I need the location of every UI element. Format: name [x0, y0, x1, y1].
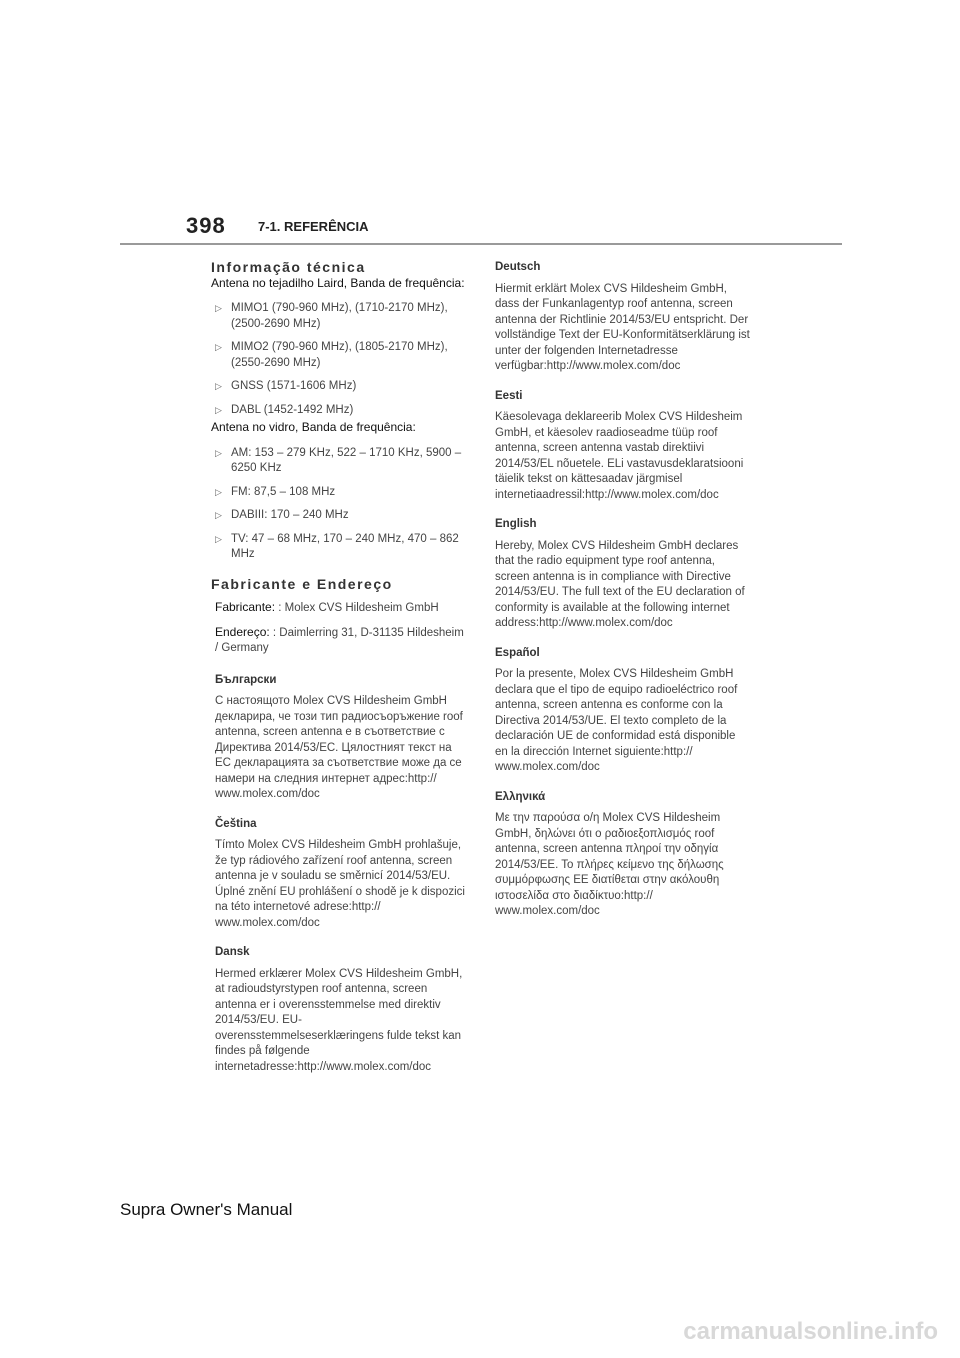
declaration-english: English Hereby, Molex CVS Hildesheim GmbH declares that the radio equipment type roof antenna, screen antenna is in compliance with Directive 2014/53/EU. The full text of the EU declaration of conformity is available at the following internet address:http://www.molex.com/doc — [495, 518, 745, 629]
triangle-bullet-icon: ▷ — [215, 510, 222, 520]
declaration-estonian: Eesti Käesolevaga deklareerib Molex CVS Hildesheim GmbH, et käesolev raadioseadme tüüp roof antenna, screen antenna vastab direktiivi 2014/53/EL nõuetele. ELi vastavusdeklaratsiooni täielik tekst on kättesaadav järgmisel internetiaadressil:http://www.molex.com/doc — [495, 389, 744, 501]
triangle-bullet-icon: ▷ — [215, 381, 222, 391]
triangle-bullet-icon: ▷ — [215, 342, 222, 352]
manufacturer-label: Fabricante: — [215, 600, 276, 614]
technical-info-heading: Informação técnica — [211, 259, 366, 275]
right-column — [495, 260, 750, 934]
roof-antenna-label: Antena no tejadilho Laird, Banda de frequência: — [211, 275, 465, 290]
list-item: ▷ DABIII: 170 – 240 MHz — [211, 508, 469, 524]
address-row — [211, 625, 469, 657]
declaration-german: Deutsch Hiermit erklärt Molex CVS Hildesheim GmbH, dass der Funkanlagentyp roof antenna, screen antenna der Richtlinie 2014/53/EU entspricht. Der vollständige Text der EU-Konformitätserklärung ist unter der folgenden Internetadresse verfügbar:http://www.molex.com/doc — [495, 261, 750, 372]
header-rule — [120, 243, 842, 245]
page-number: 398 — [186, 213, 226, 238]
left-column — [211, 260, 469, 1089]
list-item: ▷ MIMO2 (790-960 MHz), (1805-2170 MHz), (2550-2690 MHz) — [215, 341, 448, 369]
list-item: ▷ TV: 47 – 68 MHz, 170 – 240 MHz, 470 – 862 MHz — [215, 532, 459, 560]
glass-antenna-label: Antena no vidro, Banda de frequência: — [211, 420, 416, 434]
list-item: ▷ FM: 87,5 – 108 MHz — [211, 485, 469, 501]
triangle-bullet-icon: ▷ — [215, 533, 222, 544]
chapter-title: 7-1. REFERÊNCIA — [258, 219, 369, 234]
list-item: ▷ GNSS (1571-1606 MHz) — [211, 379, 469, 395]
manufacturer-row — [211, 600, 469, 617]
triangle-bullet-icon: ▷ — [215, 447, 222, 458]
triangle-bullet-icon: ▷ — [215, 303, 222, 313]
list-item: ▷ DABL (1452-1492 MHz) — [211, 403, 469, 419]
triangle-bullet-icon: ▷ — [215, 486, 222, 497]
list-item: ▷ MIMO1 (790-960 MHz), (1710-2170 MHz), (2500-2690 MHz) — [215, 302, 448, 330]
manual-title: Supra Owner's Manual — [120, 1200, 293, 1219]
address-value: : Daimlerring 31, D-31135 Hildesheim / Germany — [215, 626, 464, 654]
declaration-czech: Čeština Tímto Molex CVS Hildesheim GmbH prohlašuje, že typ rádiového zařízení roof antenna, screen antenna je v souladu se směrnicí 2014/53/EU. Úplné znění EU prohlášení o shodě je k dispozici na této internetové adrese:http:// www.molex.com/doc — [215, 817, 465, 929]
declaration-bulgarian: Български С настоящото Molex CVS Hildesheim GmbH декларира, че този тип радиосъоръжение roof antenna, screen antenna е в съответствие с Директива 2014/53/ЕС. Цялостният текст на ЕС декларацията за съответствие може да се намери на следния интернет адрес:http:// www.molex.com/doc — [215, 673, 463, 800]
roof-band-list — [211, 301, 469, 418]
address-label: Endereço: — [215, 624, 270, 639]
declaration-greek: Ελληνικά Με την παρούσα ο/η Molex CVS Hildesheim GmbH, δηλώνει ότι ο ραδιοεξοπλισμός roof antenna, screen antenna πληροί την οδηγία 2014/53/ΕΕ. Το πλήρες κείμενο της δήλωσης συμμόρφωσης ΕΕ διατίθεται στην ακόλουθη ιστοσελίδα στο διαδίκτυο:http:// www.molex.com/doc — [495, 790, 724, 917]
manufacturer-value: : Molex CVS Hildesheim GmbH — [278, 602, 439, 614]
glass-band-list — [211, 446, 469, 563]
watermark: carmanualsonline.info — [683, 1318, 938, 1345]
declaration-danish: Dansk Hermed erklærer Molex CVS Hildesheim GmbH, at radioudstyrstypen roof antenna, screen antenna er i overensstemmelse med direktiv 2014/53/EU. EU-overensstemmelseserklæringens fulde tekst kan findes på følgende internetadresse:http://www.molex.com/doc — [215, 946, 463, 1073]
declaration-spanish: Español Por la presente, Molex CVS Hildesheim GmbH declara que el tipo de equipo radioeléctrico roof antenna, screen antenna es conforme con la Directiva 2014/53/UE. El texto completo de la declaración UE de conformidad está disponible en la dirección Internet siguiente:http:// www.molex.com/doc — [495, 646, 738, 773]
manufacturer-heading: Fabricante e Endereço — [211, 575, 393, 592]
declarations-left — [211, 673, 469, 1076]
triangle-bullet-icon: ▷ — [215, 404, 222, 415]
list-item: ▷ AM: 153 – 279 KHz, 522 – 1710 KHz, 5900 – 6250 KHz — [215, 446, 462, 474]
